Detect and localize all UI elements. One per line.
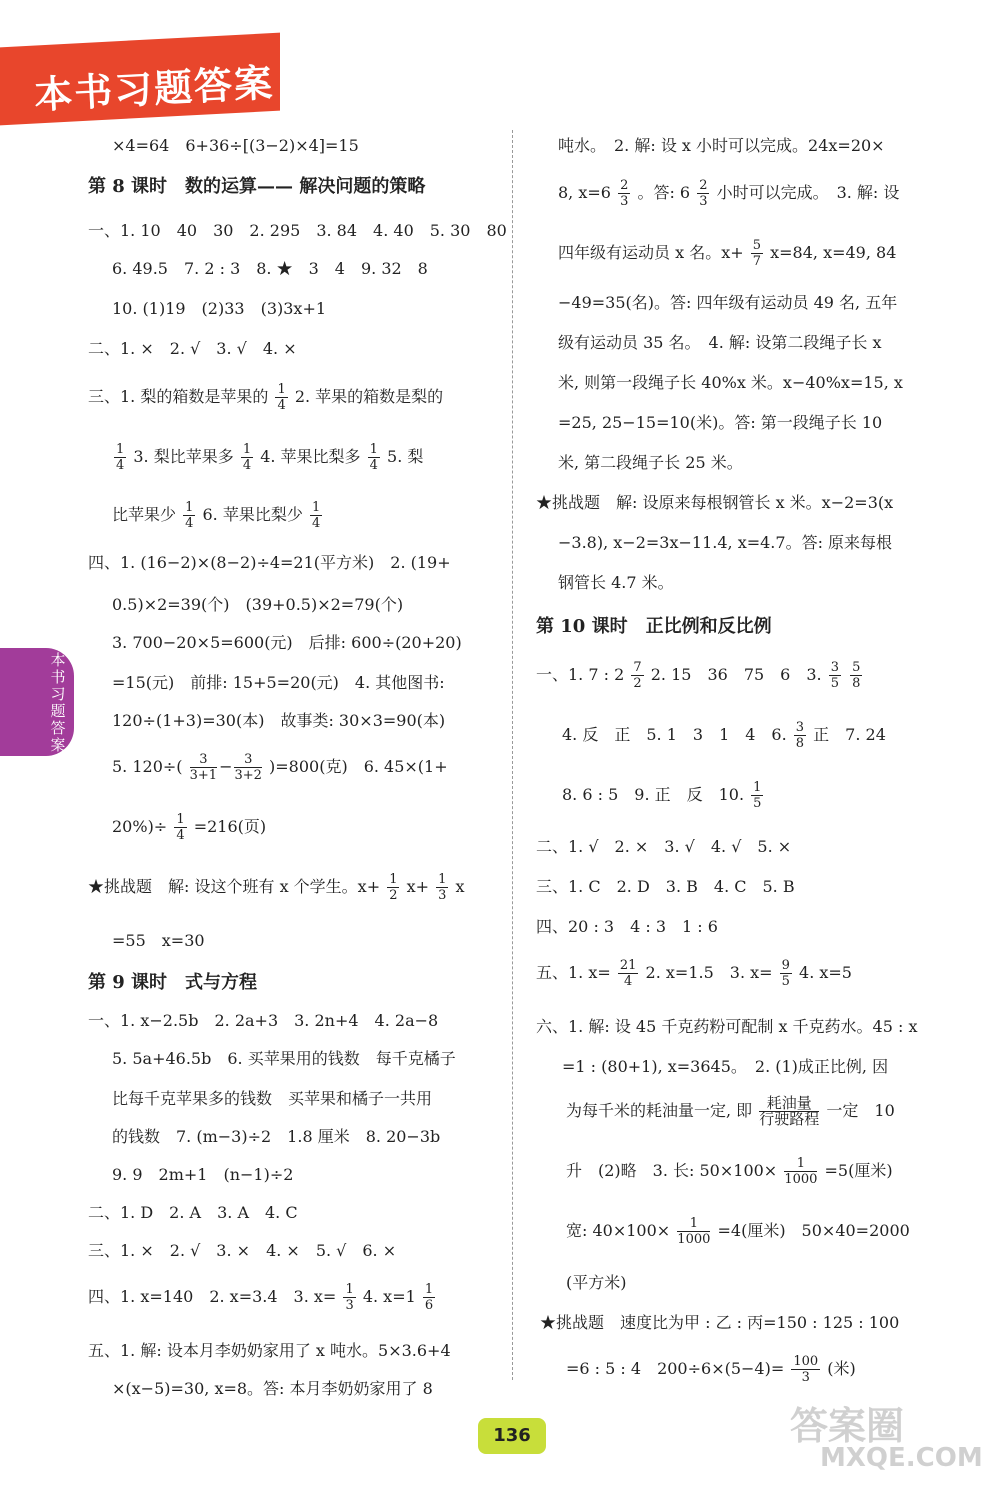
frac-den: 3 bbox=[438, 888, 447, 903]
text-line: 一、1. 10 40 30 2. 295 3. 84 4. 40 5. 30 80 bbox=[88, 221, 507, 240]
frac-num: 1 bbox=[784, 1156, 817, 1172]
fraction bbox=[343, 1282, 355, 1313]
frac-num: 1 bbox=[185, 500, 194, 515]
text-span: 一、1. 7 : 2 bbox=[536, 665, 625, 684]
text-line: −3.8), x−2=3x−11.4, x=4.7。答: 原来每根 bbox=[558, 533, 893, 552]
frac-den: 8 bbox=[795, 736, 805, 751]
frac-den: 5 bbox=[830, 676, 840, 691]
frac-den: 3 bbox=[345, 1298, 354, 1313]
frac-den: 4 bbox=[624, 974, 633, 989]
frac-num: 5 bbox=[852, 660, 861, 675]
text-line bbox=[566, 1216, 910, 1247]
text-line bbox=[566, 1096, 895, 1127]
text-line: 二、1. D 2. A 3. A 4. C bbox=[88, 1203, 298, 1222]
text-line: 米, 则第一段绳子长 40%x 米。x−40%x=15, x bbox=[558, 373, 903, 392]
fraction bbox=[697, 178, 709, 209]
frac-den: 5 bbox=[781, 974, 790, 989]
frac-den: 1000 bbox=[784, 1172, 818, 1187]
frac-den: 3 bbox=[699, 194, 708, 209]
fraction bbox=[368, 442, 380, 473]
text-line bbox=[112, 442, 423, 473]
text-line: 3. 700−20×5=600(元) 后排: 600÷(20+20) bbox=[112, 633, 462, 652]
text-span: 3. 梨比苹果多 bbox=[133, 447, 234, 466]
fraction bbox=[850, 660, 862, 691]
frac-den: 4 bbox=[311, 516, 321, 531]
frac-den: 8 bbox=[852, 676, 861, 691]
text-span: 6. 苹果比梨少 bbox=[202, 505, 303, 524]
section-title-10: 第 10 课时 正比例和反比例 bbox=[536, 616, 772, 637]
text-span: 4. 反 正 5. 1 3 1 4 6. bbox=[562, 725, 787, 744]
text-line: 比每千克苹果多的钱数 买苹果和橘子一共用 bbox=[112, 1089, 433, 1108]
text-span: 20%)÷ bbox=[112, 817, 168, 836]
frac-den: 3+2 bbox=[234, 768, 262, 783]
frac-num: 1 bbox=[677, 1216, 710, 1232]
text-span: 四年级有运动员 x 名。x+ bbox=[558, 243, 744, 262]
text-span: 升 (2)略 3. 长: 50×100× bbox=[566, 1161, 778, 1180]
text-line: 二、1. √ 2. × 3. √ 4. √ 5. × bbox=[536, 837, 792, 856]
text-span: =216(页) bbox=[193, 817, 267, 836]
frac-num: 1 bbox=[438, 872, 447, 887]
frac-den: 3 bbox=[801, 1370, 810, 1385]
text-span: 4. 苹果比梨多 bbox=[260, 447, 361, 466]
text-line bbox=[88, 382, 443, 413]
fraction bbox=[677, 1216, 710, 1247]
text-line: 五、1. 解: 设本月李奶奶家用了 x 吨水。5×3.6+4 bbox=[88, 1341, 451, 1360]
frac-num: 100 bbox=[793, 1354, 819, 1369]
text-line bbox=[112, 500, 324, 531]
text-span: x bbox=[455, 877, 465, 896]
column-divider bbox=[512, 130, 513, 1380]
text-span: 五、1. x= bbox=[536, 963, 611, 982]
text-span: 正 7. 24 bbox=[813, 725, 886, 744]
frac-num: 3 bbox=[830, 660, 840, 675]
fraction bbox=[759, 1096, 819, 1127]
text-span: =6 : 5 : 4 200÷6×(5−4)= bbox=[566, 1359, 785, 1378]
fraction bbox=[275, 382, 287, 413]
fraction bbox=[241, 442, 253, 473]
text-line: 米, 第二段绳子长 25 米。 bbox=[558, 453, 743, 472]
frac-den: 2 bbox=[633, 676, 642, 691]
fraction bbox=[114, 442, 126, 473]
text-span: =5(厘米) bbox=[824, 1161, 893, 1180]
text-span: 宽: 40×100× bbox=[566, 1221, 671, 1240]
text-span: x+ bbox=[406, 877, 430, 896]
fraction bbox=[234, 752, 261, 783]
text-line: 0.5)×2=39(个) (39+0.5)×2=79(个) bbox=[112, 595, 404, 614]
text-line: 三、1. × 2. √ 3. × 4. × 5. √ 6. × bbox=[88, 1241, 397, 1260]
frac-num: 1 bbox=[424, 1282, 434, 1297]
text-span: 5. 梨 bbox=[387, 447, 424, 466]
frac-den: 3+1 bbox=[189, 768, 218, 783]
text-line bbox=[558, 178, 899, 209]
frac-num: 2 bbox=[699, 178, 708, 193]
side-tab-label: 本书习题答案 bbox=[50, 651, 66, 754]
text-span: 2. x=1.5 3. x= bbox=[645, 963, 773, 982]
frac-num: 3 bbox=[190, 752, 217, 768]
frac-den: 5 bbox=[753, 796, 762, 811]
text-line bbox=[566, 1156, 893, 1187]
text-line: 9. 9 2m+1 (n−1)÷2 bbox=[112, 1165, 294, 1184]
text-line: 120÷(1+3)=30(本) 故事类: 30×3=90(本) bbox=[112, 711, 446, 730]
fraction bbox=[190, 752, 217, 783]
frac-den: 行驶路程 bbox=[759, 1110, 820, 1128]
text-line: 的钱数 7. (m−3)÷2 1.8 厘米 8. 20−3b bbox=[112, 1127, 441, 1146]
fraction bbox=[423, 1282, 435, 1313]
fraction bbox=[387, 872, 399, 903]
text-line: 一、1. x−2.5b 2. 2a+3 3. 2n+4 4. 2a−8 bbox=[88, 1011, 439, 1030]
text-line: 三、1. C 2. D 3. B 4. C 5. B bbox=[536, 877, 795, 896]
text-line bbox=[566, 1354, 856, 1385]
frac-den: 3 bbox=[620, 194, 629, 209]
text-span: 一定 10 bbox=[826, 1101, 895, 1120]
page-number: 136 bbox=[478, 1418, 546, 1454]
text-span: 。答: 6 bbox=[637, 183, 691, 202]
frac-den: 4 bbox=[242, 458, 252, 473]
frac-num: 7 bbox=[633, 660, 642, 675]
frac-den: 4 bbox=[185, 516, 194, 531]
text-line: (平方米) bbox=[566, 1273, 627, 1292]
fraction bbox=[829, 660, 841, 691]
frac-num: 耗油量 bbox=[759, 1096, 819, 1112]
text-span: 小时可以完成。 3. 解: 设 bbox=[716, 183, 900, 202]
frac-num: 3 bbox=[234, 752, 261, 768]
text-span: x=84, x=49, 84 bbox=[770, 243, 897, 262]
frac-num: 1 bbox=[311, 500, 321, 515]
frac-num: 21 bbox=[619, 958, 637, 973]
text-line: 吨水。 2. 解: 设 x 小时可以完成。24x=20× bbox=[558, 136, 885, 155]
text-line: 四、20 : 3 4 : 3 1 : 6 bbox=[536, 917, 718, 936]
text-span: 比苹果少 bbox=[112, 505, 177, 524]
fraction bbox=[784, 1156, 817, 1187]
frac-num: 1 bbox=[369, 442, 378, 457]
text-span: 8. 6 : 5 9. 正 反 10. bbox=[562, 785, 745, 804]
frac-den: 4 bbox=[369, 458, 378, 473]
fraction bbox=[310, 500, 322, 531]
text-line bbox=[562, 720, 886, 751]
text-line: ×4=64 6+36÷[(3−2)×4]=15 bbox=[112, 136, 359, 155]
text-span: 4. x=1 bbox=[362, 1287, 416, 1306]
section-title-9: 第 9 课时 式与方程 bbox=[88, 972, 258, 993]
text-line bbox=[88, 1282, 437, 1313]
text-line: 钢管长 4.7 米。 bbox=[558, 573, 674, 592]
text-line bbox=[536, 958, 852, 989]
text-span: (米) bbox=[827, 1359, 856, 1378]
section-title-8: 第 8 课时 数的运算—— 解决问题的策略 bbox=[88, 176, 426, 197]
text-span: 三、1. 梨的箱数是苹果的 bbox=[88, 387, 269, 406]
frac-den: 4 bbox=[116, 458, 125, 473]
frac-num: 1 bbox=[242, 442, 252, 457]
frac-den: 7 bbox=[752, 254, 762, 269]
text-span: 4. x=5 bbox=[799, 963, 852, 982]
text-line: −49=35(名)。答: 四年级有运动员 49 名, 五年 bbox=[558, 293, 898, 312]
frac-den: 1000 bbox=[677, 1232, 711, 1247]
frac-num: 1 bbox=[345, 1282, 354, 1297]
fraction bbox=[794, 720, 806, 751]
fraction bbox=[791, 1354, 820, 1385]
fraction bbox=[751, 780, 763, 811]
challenge-line: ★挑战题 解: 设原来每根钢管长 x 米。x−2=3(x bbox=[536, 493, 894, 512]
text-line: =25, 25−15=10(米)。答: 第一段绳子长 10 bbox=[558, 413, 883, 432]
text-span: 2. 苹果的箱数是梨的 bbox=[294, 387, 444, 406]
text-span: 2. 15 36 75 6 3. bbox=[650, 665, 822, 684]
text-line: 6. 49.5 7. 2 : 3 8. ★ 3 4 9. 32 8 bbox=[112, 259, 428, 278]
fraction bbox=[183, 500, 195, 531]
frac-num: 1 bbox=[389, 872, 398, 887]
fraction bbox=[174, 812, 186, 843]
watermark-url: MXQE.COM bbox=[820, 1443, 983, 1473]
frac-num: 3 bbox=[795, 720, 805, 735]
fraction bbox=[436, 872, 448, 903]
text-line: 5. 120÷( $\frac{3}{3+1}$ − $\frac{3}{3+2}$ )=800(克) 6. 45×(1+ bbox=[112, 752, 448, 783]
text-line bbox=[558, 238, 896, 269]
frac-num: 1 bbox=[277, 382, 286, 397]
fraction bbox=[751, 238, 763, 269]
text-span: 8, x=6 bbox=[558, 183, 611, 202]
frac-num: 1 bbox=[176, 812, 185, 827]
text-line: 10. (1)19 (2)33 (3)3x+1 bbox=[112, 299, 327, 318]
text-line: 5. 5a+46.5b 6. 买苹果用的钱数 每千克橘子 bbox=[112, 1049, 456, 1068]
fraction bbox=[631, 660, 643, 691]
text-line: 级有运动员 35 名。 4. 解: 设第二段绳子长 x bbox=[558, 333, 882, 352]
text-span: 四、1. x=140 2. x=3.4 3. x= bbox=[88, 1287, 337, 1306]
fraction bbox=[618, 958, 639, 989]
challenge-line bbox=[88, 872, 465, 903]
text-line bbox=[562, 780, 765, 811]
banner-title: 本书习题答案 bbox=[33, 60, 276, 118]
text-line bbox=[112, 812, 266, 843]
text-line: =55 x=30 bbox=[112, 931, 205, 950]
frac-den: 4 bbox=[277, 398, 286, 413]
text-span: =4(厘米) 50×40=2000 bbox=[717, 1221, 910, 1240]
frac-num: 1 bbox=[116, 442, 125, 457]
text-line: 六、1. 解: 设 45 千克药粉可配制 x 千克药水。45 : x bbox=[536, 1017, 918, 1036]
text-span: ★挑战题 解: 设这个班有 x 个学生。x+ bbox=[88, 877, 381, 896]
frac-den: 6 bbox=[424, 1298, 434, 1313]
text-line: =15(元) 前排: 15+5=20(元) 4. 其他图书: bbox=[112, 673, 445, 692]
text-span: 为每千米的耗油量一定, 即 bbox=[566, 1101, 753, 1120]
frac-num: 5 bbox=[752, 238, 762, 253]
text-line bbox=[536, 660, 864, 691]
frac-num: 1 bbox=[753, 780, 762, 795]
text-line: 四、1. (16−2)×(8−2)÷4=21(平方米) 2. (19+ bbox=[88, 553, 451, 572]
text-line: =1 : (80+1), x=3645。 2. (1)成正比例, 因 bbox=[562, 1057, 889, 1076]
fraction bbox=[780, 958, 792, 989]
fraction bbox=[618, 178, 630, 209]
frac-den: 2 bbox=[389, 888, 398, 903]
challenge-line: ★挑战题 速度比为甲 : 乙 : 丙=150 : 125 : 100 bbox=[540, 1313, 900, 1332]
text-line: ×(x−5)=30, x=8。答: 本月李奶奶家用了 8 bbox=[112, 1379, 433, 1398]
watermark-logo: 答案圈 bbox=[790, 1404, 905, 1448]
frac-den: 4 bbox=[176, 828, 185, 843]
frac-num: 2 bbox=[620, 178, 629, 193]
text-span: 5. 120÷( bbox=[112, 757, 183, 776]
text-span: )=800(克) 6. 45×(1+ bbox=[269, 757, 448, 776]
frac-num: 9 bbox=[781, 958, 790, 973]
text-line: 二、1. × 2. √ 3. √ 4. × bbox=[88, 339, 297, 358]
